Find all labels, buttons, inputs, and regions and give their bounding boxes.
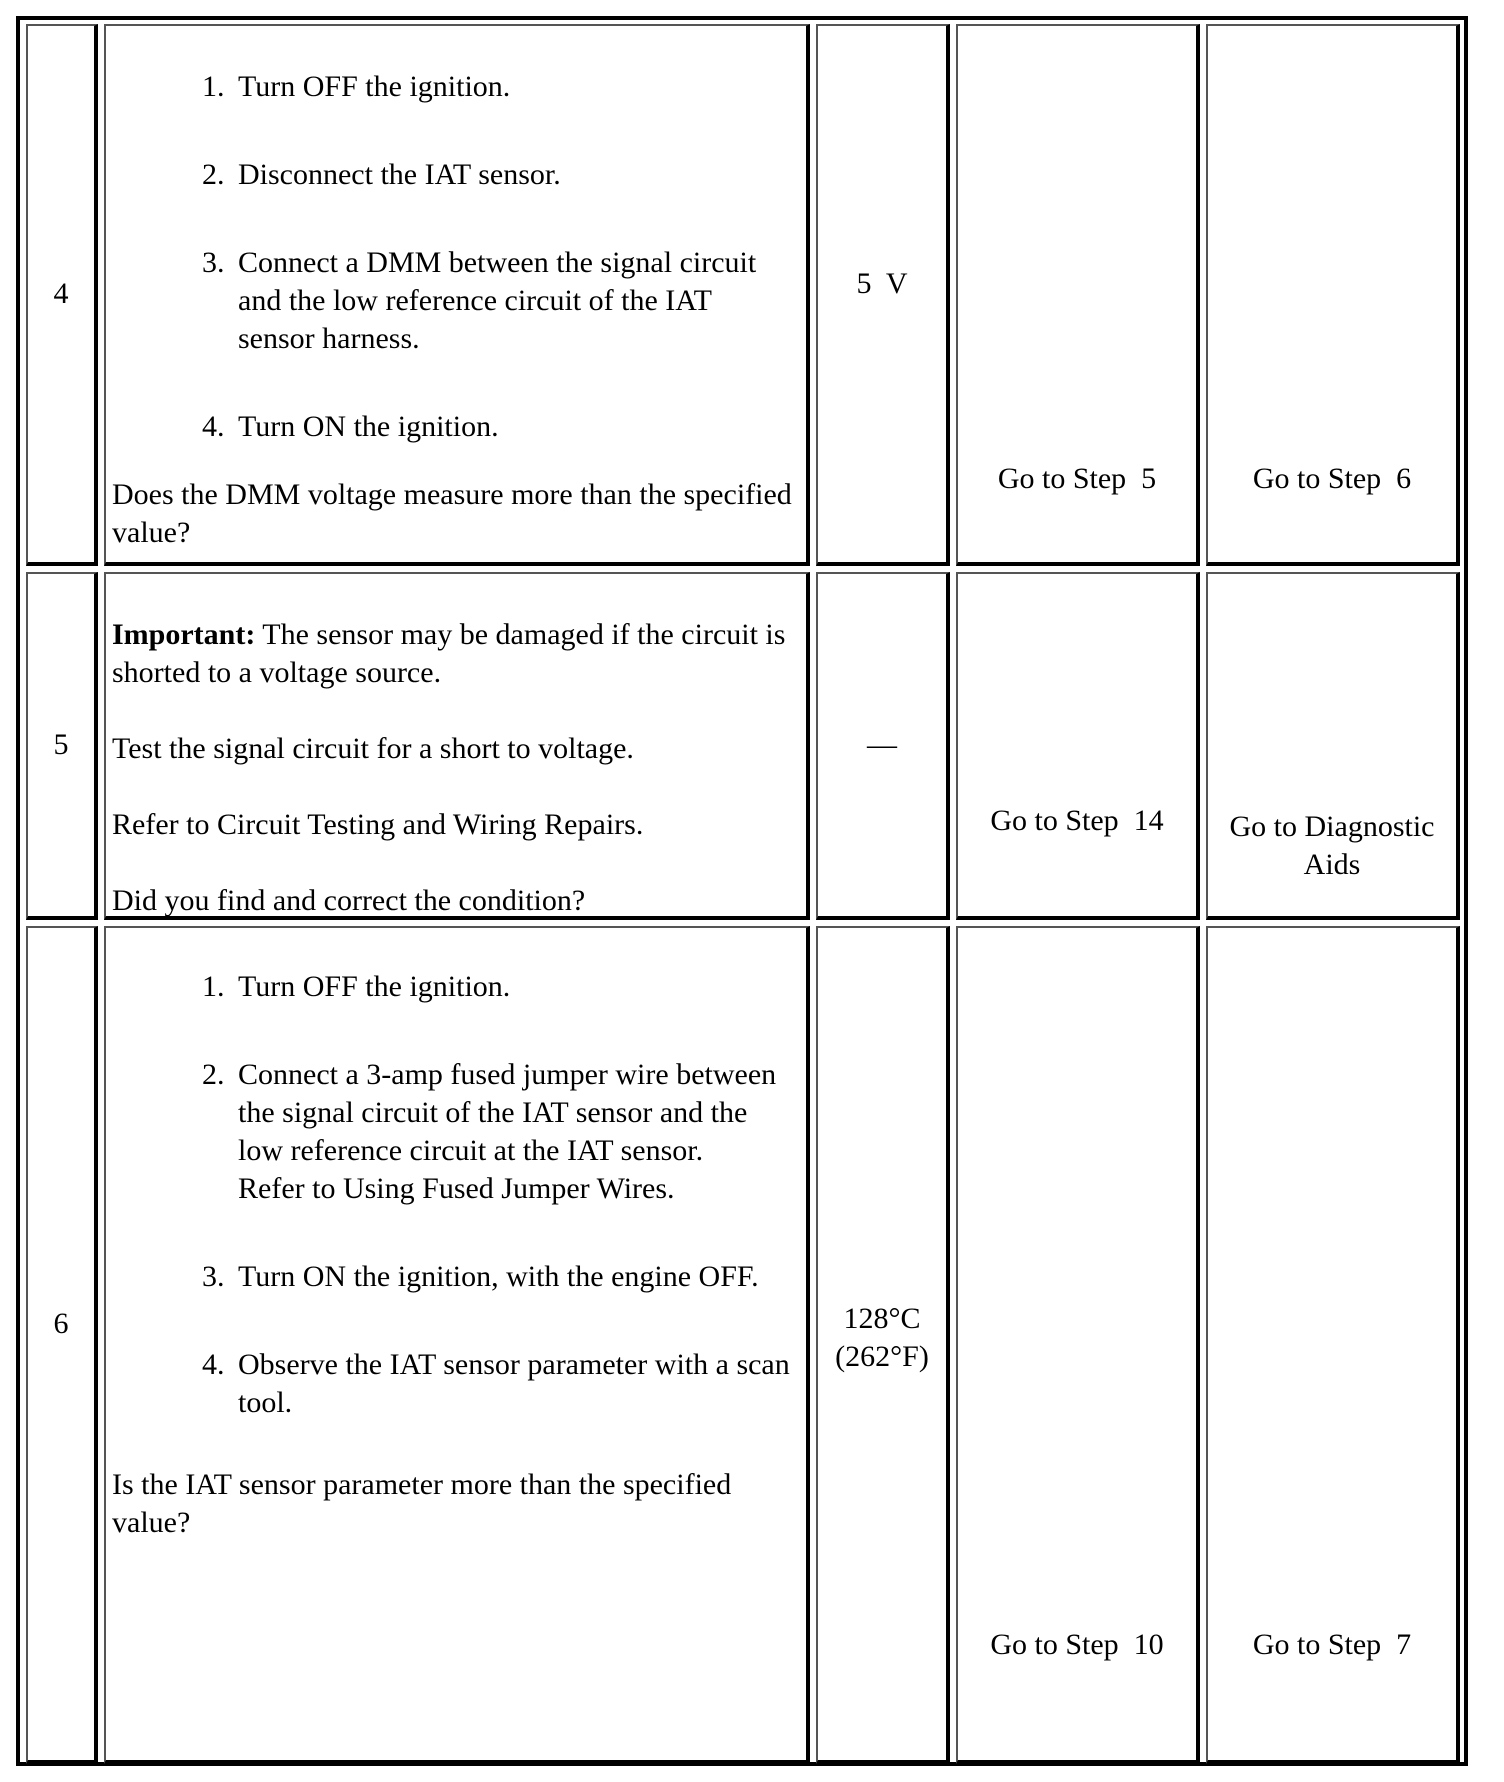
- action-item: 3. Connect a DMM between the signal circuit and the low reference circuit of the IAT sensor harness.: [232, 244, 792, 358]
- step-number: 5: [53, 728, 69, 761]
- instruction-text: Test the signal circuit for a short to voltage.: [112, 732, 634, 765]
- question-text: Did you find and correct the condition?: [112, 884, 586, 917]
- important-text: The sensor may be damaged if the circuit is shorted to a voltage source.: [112, 618, 786, 689]
- action-item: 4. Turn ON the ignition.: [232, 408, 792, 446]
- yes-action-link[interactable]: Go to Step 10: [990, 1628, 1164, 1661]
- step-number-cell: [26, 926, 98, 1764]
- action-cell: [104, 926, 810, 1764]
- no-action-link[interactable]: Go to Step 6: [1252, 462, 1412, 495]
- important-label: Important:: [112, 618, 256, 651]
- value-cell: [816, 24, 950, 566]
- value-cell: [816, 572, 950, 920]
- action-list: [112, 968, 792, 1422]
- step-number-cell: [26, 572, 98, 920]
- yes-cell: [956, 926, 1200, 1764]
- step-number: 4: [53, 277, 69, 310]
- no-cell: [1206, 572, 1460, 920]
- action-item: 2. Disconnect the IAT sensor.: [232, 156, 792, 194]
- table-row-step-6: [20, 926, 1464, 1764]
- reference-link[interactable]: Refer to Circuit Testing and Wiring Repairs.: [112, 808, 644, 841]
- action-item-text: Connect a 3-amp fused jumper wire between the signal circuit of the IAT sensor and the low reference circuit at the IAT sensor.: [238, 1058, 777, 1167]
- reference-link[interactable]: Refer to Using Fused Jumper Wires.: [238, 1172, 675, 1205]
- step-number-cell: [26, 24, 98, 566]
- table-row-step-4: [20, 24, 1464, 566]
- action-item: 1. Turn OFF the ignition.: [232, 968, 792, 1006]
- yes-cell: [956, 24, 1200, 566]
- table-row-step-5: [20, 572, 1464, 920]
- action-list: [112, 68, 792, 446]
- action-item: 4. Observe the IAT sensor parameter with a scan tool.: [232, 1346, 792, 1422]
- action-item: 1. Turn OFF the ignition.: [232, 68, 792, 106]
- value-cell: [816, 926, 950, 1764]
- step-number: 6: [53, 1307, 69, 1340]
- action-cell: [104, 572, 810, 920]
- specified-value: 5 V: [856, 267, 908, 300]
- no-cell: [1206, 24, 1460, 566]
- no-cell: [1206, 926, 1460, 1764]
- important-note: [112, 616, 792, 692]
- action-item: 3. Turn ON the ignition, with the engine OFF.: [232, 1258, 792, 1296]
- specified-value-celsius: 128°C: [843, 1302, 921, 1335]
- specified-value-fahrenheit: (262°F): [835, 1340, 929, 1373]
- no-action-link[interactable]: Go to Diagnostic Aids: [1229, 810, 1435, 881]
- question-text: Is the IAT sensor parameter more than the specified value?: [112, 1468, 732, 1539]
- yes-action-link[interactable]: Go to Step 14: [990, 804, 1164, 837]
- action-item: [232, 1056, 792, 1208]
- no-action-link[interactable]: Go to Step 7: [1252, 1628, 1412, 1661]
- diagnostic-table: [16, 16, 1468, 1766]
- yes-action-link[interactable]: Go to Step 5: [997, 462, 1157, 495]
- question-text: Does the DMM voltage measure more than the specified value?: [112, 478, 792, 549]
- specified-value: —: [867, 728, 897, 761]
- yes-cell: [956, 572, 1200, 920]
- action-cell: [104, 24, 810, 566]
